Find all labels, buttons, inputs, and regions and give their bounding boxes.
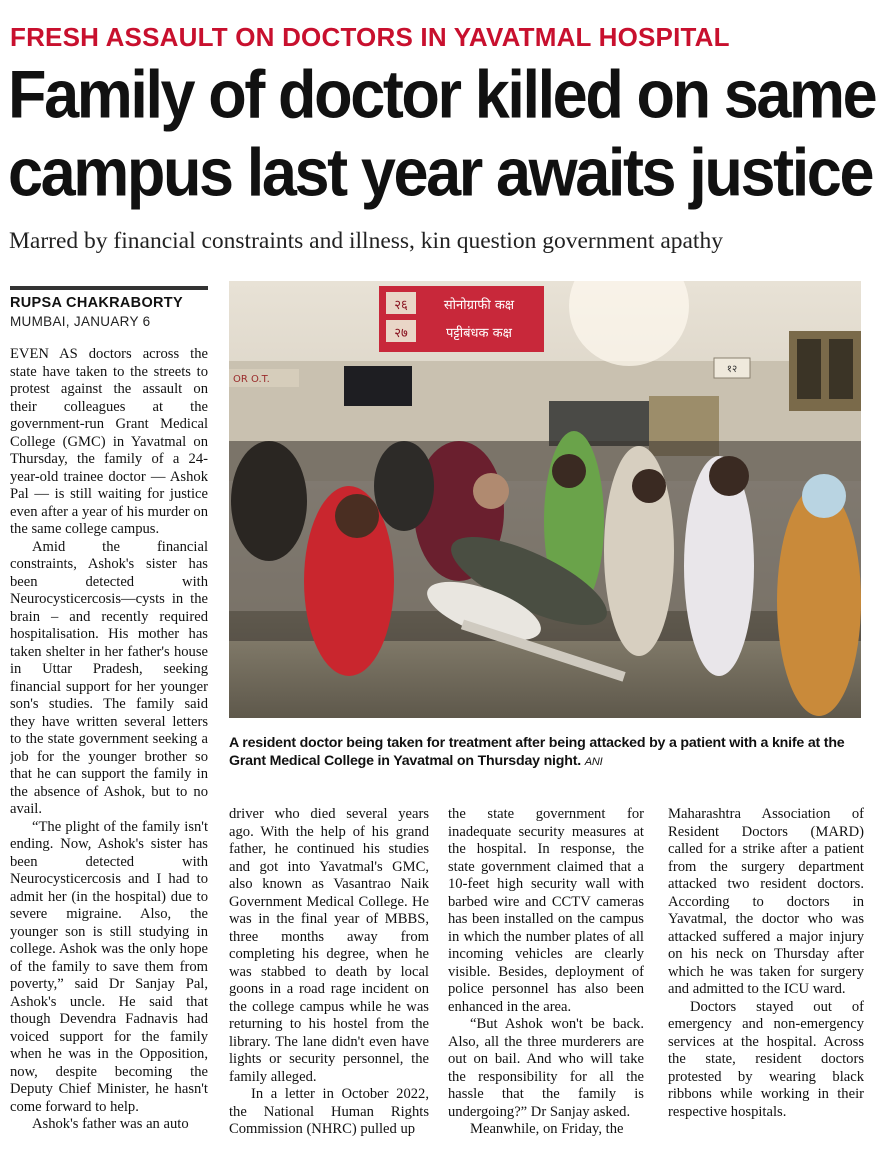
sign-number-2: २७ [394,326,408,341]
door-sign: OR O.T. [233,374,270,385]
column-2 [229,806,429,1146]
sign-text-2: पट्टीबंधक कक्ष [446,326,512,341]
byline: RUPSA CHAKRABORTY [10,295,183,311]
paragraph-5-cont: the state government for inadequate security measures at the hospital. In response, the state government claimed that a 10-feet high security wall with barbed wire and CCTV cameras has been installed on the campus in which the number plates of all incoming vehicles are clearly visible. Besides, deployment of police personnel has also been enhanced in the area. [448,806,644,1015]
paragraph-1: EVEN AS doctors across the state have taken to the streets to protest against the assault on their colleagues at the government-run Grant Medical College (GMC) in Yavatmal on Thursday, the family of a 24-year-old trainee doctor — Ashok Pal — is still waiting for justice even after a year of his murder on the same college campus. [10,346,208,537]
paragraph-3: “The plight of the family isn't ending. Now, Ashok's sister has been detected with Neurocysticercosis and I had to admit her (in the hospital) due to severe migraine. Also, the younger son is still studying in college. Ashok was the only hope of the family to save them from poverty,” said Dr Sanjay Pal, Ashok's uncle. He said that though Devendra Fadnavis had voiced support for the family when he was in the Opposition, now, despite becoming the Deputy Chief Minister, he hasn't come forward to help. [10,818,208,1115]
column-3 [448,806,644,1146]
paragraph-2: Amid the financial constraints, Ashok's sister has been detected with Neurocysticercosis—cysts in the brain – and recently required hospitalisation. His mother has taken shelter in her father's house in Uttar Pradesh, seeking financial support for her younger son's studies. The family said they have written several letters to the state government seeking a job for the younger brother so that he can support the family in the absence of Ashok, but to no avail. [10,538,208,817]
photo-caption [229,734,869,771]
column-1 [10,346,208,1146]
paragraph-4-cont: driver who died several years ago. With the help of his grand father, he continued his studies and got into Yavatmal's GMC, also known as Vasantrao Naik Government Medical College. He was in the final year of MBBS, three months away from completing his degree, when he was stabbed to death by local goons in a road rage incident on the college campus while he was returning to his hostel from the library. The lane didn't even have lights or security personnel, the family alleged. [229,806,429,1085]
paragraph-8: Doctors stayed out of emergency and non-emergency services at the hospital. Across the state, resident doctors protested by wearing black ribbons while working in their respective hospitals. [668,998,864,1120]
sign-number-1: २६ [394,298,408,313]
news-photo [229,281,861,718]
deck: Marred by financial constraints and illness, kin question government apathy [9,228,723,254]
headline [8,56,874,212]
paragraph-4-start: Ashok's father was an auto [32,1116,189,1132]
paragraph-6: “But Ashok won't be back. Also, all the three murderers are out on bail. And who will take the responsibility for all the hassle that the family is undergoing?” Dr Sanjay asked. [448,1016,644,1120]
byline-rule [10,286,208,290]
dateline: MUMBAI, JANUARY 6 [10,314,151,329]
headline-line-1: Family of doctor killed on same [8,57,876,133]
photo-credit: ANI [584,756,603,768]
paragraph-5-start: In a letter in October 2022, the National Human Rights Commission (NHRC) pulled up [229,1086,429,1137]
caption-text: A resident doctor being taken for treatment after being attacked by a patient with a knife at the Grant Medical College in Yavatmal on Thursday night. [229,735,845,769]
column-4 [668,806,864,1146]
paragraph-7-start: Meanwhile, on Friday, the [470,1121,624,1137]
kicker: FRESH ASSAULT ON DOCTORS IN YAVATMAL HOSPITAL [10,22,730,52]
headline-line-2: campus last year awaits justice [8,134,873,211]
paragraph-7-cont: Maharashtra Association of Resident Doctors (MARD) called for a strike after a patient from the surgery department attacked two resident doctors. According to doctors in Yavatmal, the doctor who was attacked suffered a major injury on his neck on Thursday after which he was taken for surgery and admitted to the ICU ward. [668,806,864,997]
wall-sign: १२ [726,364,738,375]
sign-text-1: सोनोग्राफी कक्ष [443,298,515,313]
